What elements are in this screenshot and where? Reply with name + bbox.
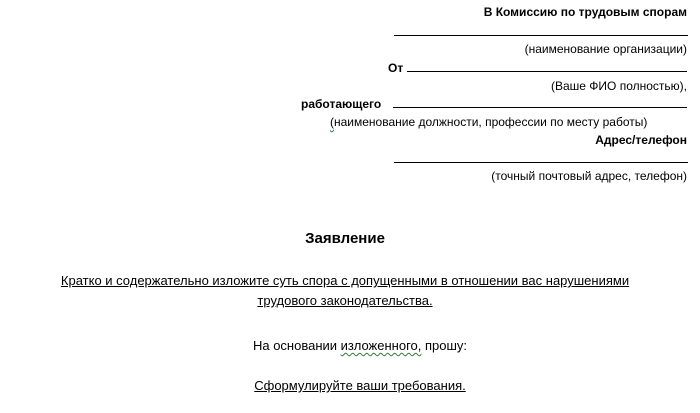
dispute-instruction-line1: Кратко и содержательно изложите суть спора с допущенными в отношении вас нарушениями	[60, 273, 630, 288]
basis-after: прошу:	[421, 338, 468, 353]
organization-blank-line[interactable]	[394, 25, 688, 40]
address-blank-line[interactable]	[394, 152, 688, 167]
document-title: Заявление	[305, 230, 385, 247]
position-caption	[330, 115, 647, 130]
addressee: В Комиссию по трудовым спорам	[483, 5, 687, 19]
fio-caption: (Ваше ФИО полностью),	[550, 79, 687, 93]
basis-line	[0, 337, 700, 354]
demands-instruction: Сформулируйте ваши требования.	[254, 378, 466, 393]
fio-blank-line[interactable]	[407, 61, 687, 76]
from-label: От	[388, 61, 404, 75]
organization-caption: (наименование организации)	[524, 42, 687, 56]
position-caption-open-paren: (	[330, 115, 334, 129]
basis-before: На основании	[252, 338, 341, 353]
working-label: работающего	[301, 97, 382, 111]
position-blank-line[interactable]	[393, 97, 687, 112]
address-label: Адрес/телефон	[595, 133, 687, 147]
dispute-instruction-line2: трудового законодательства.	[257, 293, 433, 308]
basis-word: изложенного,	[340, 338, 422, 353]
position-caption-text: наименование должности, профессии по месту работы)	[334, 115, 648, 129]
address-caption: (точный почтовый адрес, телефон)	[491, 169, 687, 183]
